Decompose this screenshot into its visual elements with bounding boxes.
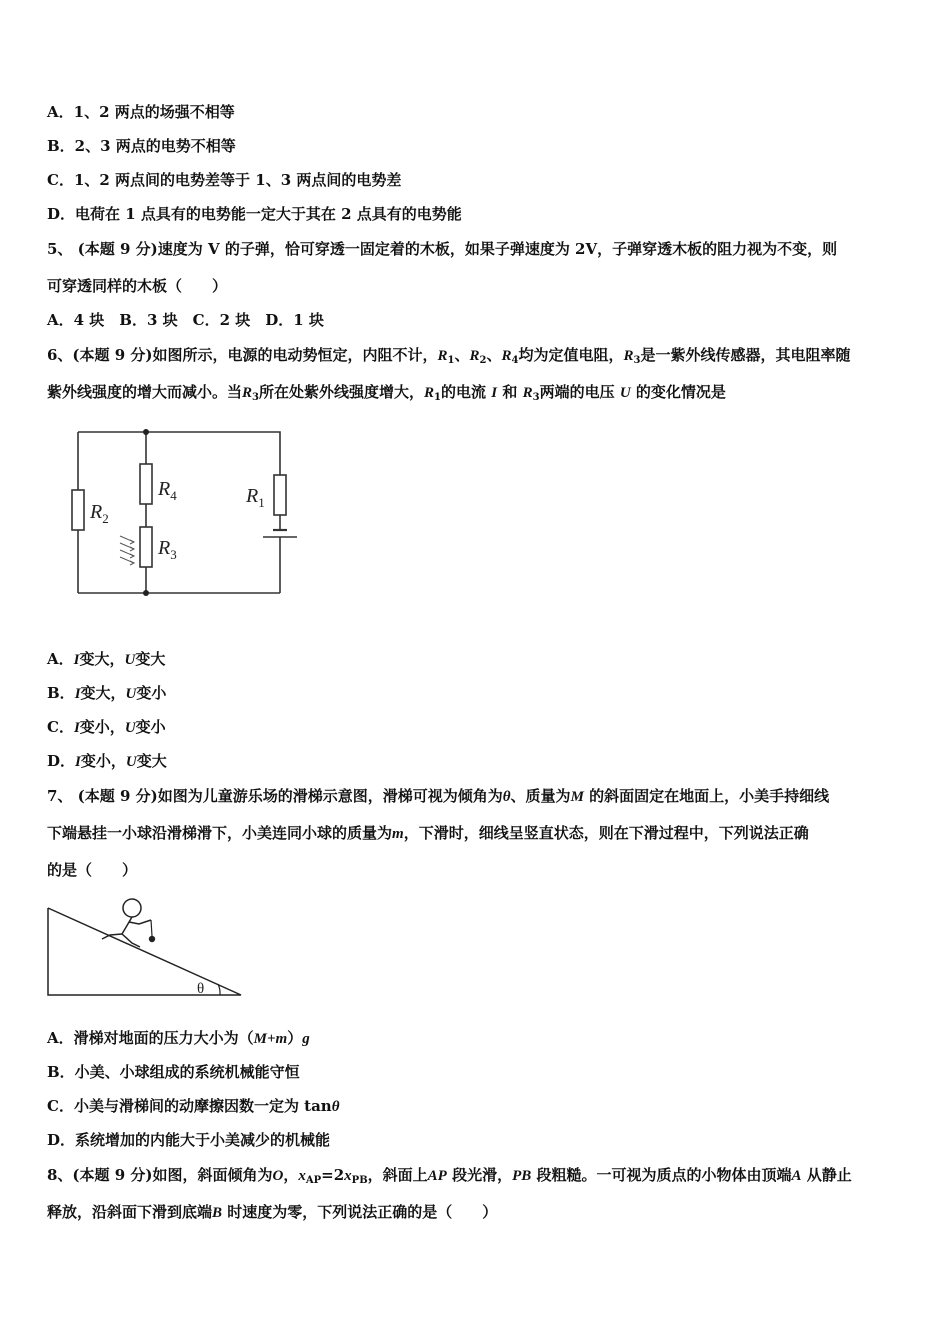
label-r3 (157, 537, 177, 562)
q6-r-sub: 2 (479, 355, 487, 366)
hanging-ball (149, 936, 155, 942)
q6-option-c (47, 717, 904, 738)
person-body (122, 917, 132, 934)
label-r1-sub: 1 (258, 495, 265, 510)
q4-option-b: B．2、3 两点的电势不相等 (47, 137, 236, 155)
option-text: 变大， (80, 684, 126, 702)
person-arm (129, 920, 151, 924)
option-text: 变大 (135, 650, 166, 668)
q4-option-d: D．电荷在 1 点具有的电势能一定大于其在 2 点具有的电势能 (47, 205, 462, 223)
q6-text: 均为定值电阻， (518, 346, 624, 364)
q6-r-symbol: R (424, 385, 435, 401)
label-r4 (157, 478, 177, 503)
mass-sum: M+m (253, 1031, 288, 1047)
option-text: 变小， (79, 718, 125, 736)
q6-option-d (47, 751, 904, 772)
voltage-symbol: U (124, 720, 136, 736)
uv-light-icon (120, 536, 134, 565)
slide-incline (48, 908, 241, 995)
q7-text: 的斜面固定在地面上，小美手持细线 (589, 787, 830, 805)
q6-r-sub: 4 (511, 355, 519, 366)
voltage-symbol: U (125, 686, 137, 702)
q8-text: 时速度为零，下列说法正确的是（ ） (227, 1203, 498, 1221)
q8-stem-line2 (47, 1202, 904, 1223)
q7-text: 下端悬挂一小球沿滑梯滑下，小美连同小球的质量为 (47, 824, 393, 842)
circuit-wire (78, 432, 280, 475)
q6-r-symbol: R (437, 348, 448, 364)
q8-text: ，斜面上 (367, 1166, 428, 1184)
q7-slide-diagram (44, 888, 249, 1003)
q6-r-symbol: R (242, 385, 253, 401)
current-symbol: I (73, 720, 80, 736)
q8-x-symbol: x (298, 1168, 306, 1184)
q7-stem-line2 (47, 823, 904, 844)
q6-r-sub: 1 (434, 392, 441, 403)
q8-stem-line1 (47, 1165, 904, 1186)
q8-text: 释放，沿斜面下滑到底端 (47, 1203, 213, 1221)
q8-text: =2 (321, 1166, 345, 1184)
q6-stem-line1 (47, 345, 904, 366)
q7-text: 7、 (本题 9 分)如图为儿童游乐场的滑梯示意图，滑梯可视为倾角为 (47, 787, 503, 805)
q6-r-symbol: R (623, 348, 634, 364)
option-text: ） (287, 1029, 303, 1047)
gravity-symbol: g (302, 1031, 310, 1047)
q8-segment-ap: AP (427, 1168, 447, 1184)
option-letter: C． (47, 718, 74, 736)
option-text: 变大 (136, 752, 167, 770)
q6-text: 和 (502, 383, 518, 401)
resistor-r2 (72, 490, 84, 530)
q5-stem-line2: 可穿透同样的木板（ ） (47, 277, 228, 295)
q7-text: 、质量为 (510, 787, 571, 805)
q8-text: ， (283, 1166, 299, 1184)
label-r4-sub: 4 (170, 488, 177, 503)
label-r2-sub: 2 (102, 511, 109, 526)
label-r1-symbol: R (246, 485, 259, 507)
q4-option-c: C．1、2 两点间的电势差等于 1、3 两点间的电势差 (47, 171, 402, 189)
q6-r-sub: 3 (532, 392, 540, 403)
label-r2-symbol: R (90, 501, 103, 523)
angle-label: θ (197, 981, 205, 997)
q6-sep: 、 (486, 346, 502, 364)
resistor-r3 (140, 527, 152, 567)
label-r3-sub: 3 (170, 547, 177, 562)
q7-text: ，下滑时，细线呈竖直状态，则在下滑过程中，下列说法正确 (403, 824, 809, 842)
q7-mass-small: m (392, 826, 404, 842)
q7-theta: θ (502, 789, 511, 805)
q7-option-b: B．小美、小球组成的系统机械能守恒 (47, 1063, 300, 1081)
q6-sep: 、 (454, 346, 470, 364)
option-text: 变大， (79, 650, 125, 668)
q6-stem-line2 (47, 382, 904, 403)
q6-text: 6、(本题 9 分)如图所示，电源的电动势恒定，内阻不计， (47, 346, 438, 364)
q8-x-sub: PB (351, 1175, 368, 1186)
q6-r-sub: 3 (633, 355, 641, 366)
junction-node (143, 590, 149, 596)
label-r3-symbol: R (158, 537, 171, 559)
q7-option-c (47, 1096, 904, 1117)
option-text: 变小， (80, 752, 126, 770)
q8-text: 段粗糙。一可视为质点的小物体由顶端 (536, 1166, 792, 1184)
q6-r-sub: 3 (252, 392, 259, 403)
q7-stem-line3: 的是（ ） (47, 861, 138, 879)
label-r2 (89, 501, 109, 526)
q5-options: A．4 块 B．3 块 C．2 块 D．1 块 (47, 311, 324, 329)
q4-option-a: A．1、2 两点的场强不相等 (47, 103, 235, 121)
q7-option-d: D．系统增加的内能大于小美减少的机械能 (47, 1131, 331, 1149)
q6-voltage-symbol: U (619, 385, 631, 401)
q7-option-a (47, 1028, 904, 1049)
q6-text: 两端的电压 (539, 383, 615, 401)
q8-segment-pb: PB (512, 1168, 532, 1184)
q6-text: 的变化情况是 (635, 383, 726, 401)
label-r4-symbol: R (158, 478, 171, 500)
q8-text: 从静止 (806, 1166, 852, 1184)
option-letter: B． (47, 684, 75, 702)
q6-text: 所在处紫外线强度增大， (259, 383, 425, 401)
theta-symbol: θ (331, 1099, 340, 1115)
option-text: A．滑梯对地面的压力大小为（ (47, 1029, 254, 1047)
q7-mass-big: M (570, 789, 584, 805)
option-text: 变小 (135, 718, 166, 736)
q6-text: 紫外线强度的增大而减小。当 (47, 383, 243, 401)
current-symbol: I (74, 686, 81, 702)
q6-r-symbol: R (469, 348, 480, 364)
q8-text: 8、(本题 9 分)如图，斜面倾角为 (47, 1166, 273, 1184)
label-r1 (245, 485, 265, 510)
string-line (151, 920, 152, 936)
voltage-symbol: U (124, 652, 136, 668)
q8-text: 段光滑， (452, 1166, 513, 1184)
q8-point-a: A (791, 1168, 802, 1184)
option-letter: D． (47, 752, 76, 770)
q8-x-sub: AP (305, 1175, 322, 1186)
q8-x-symbol: x (344, 1168, 352, 1184)
person-head (123, 899, 141, 917)
q6-option-b (47, 683, 904, 704)
q6-current-symbol: I (491, 385, 498, 401)
option-text: 变小 (136, 684, 167, 702)
q7-stem-line1 (47, 786, 904, 807)
option-letter: A． (47, 650, 74, 668)
q6-r-symbol: R (522, 385, 533, 401)
q8-point-b: B (212, 1205, 223, 1221)
q6-text: 是一紫外线传感器，其电阻率随 (640, 346, 851, 364)
q8-symbol-o: O (272, 1168, 284, 1184)
voltage-symbol: U (125, 754, 137, 770)
resistor-r1 (274, 475, 286, 515)
current-symbol: I (75, 754, 81, 770)
resistor-r4 (140, 464, 152, 504)
q5-stem-line1: 5、 (本题 9 分)速度为 V 的子弹，恰可穿透一固定着的木板，如果子弹速度为 2V，子弹穿透木板的阻力视为不变，则 (47, 240, 838, 258)
q6-r-symbol: R (501, 348, 512, 364)
q6-circuit-diagram (60, 420, 310, 610)
current-symbol: I (73, 652, 80, 668)
q6-r-sub: 1 (447, 355, 455, 366)
option-text: C．小美与滑梯间的动摩擦因数一定为 tan (47, 1097, 332, 1115)
q6-option-a (47, 649, 904, 670)
junction-node (143, 429, 149, 435)
q6-text: 的电流 (441, 383, 487, 401)
